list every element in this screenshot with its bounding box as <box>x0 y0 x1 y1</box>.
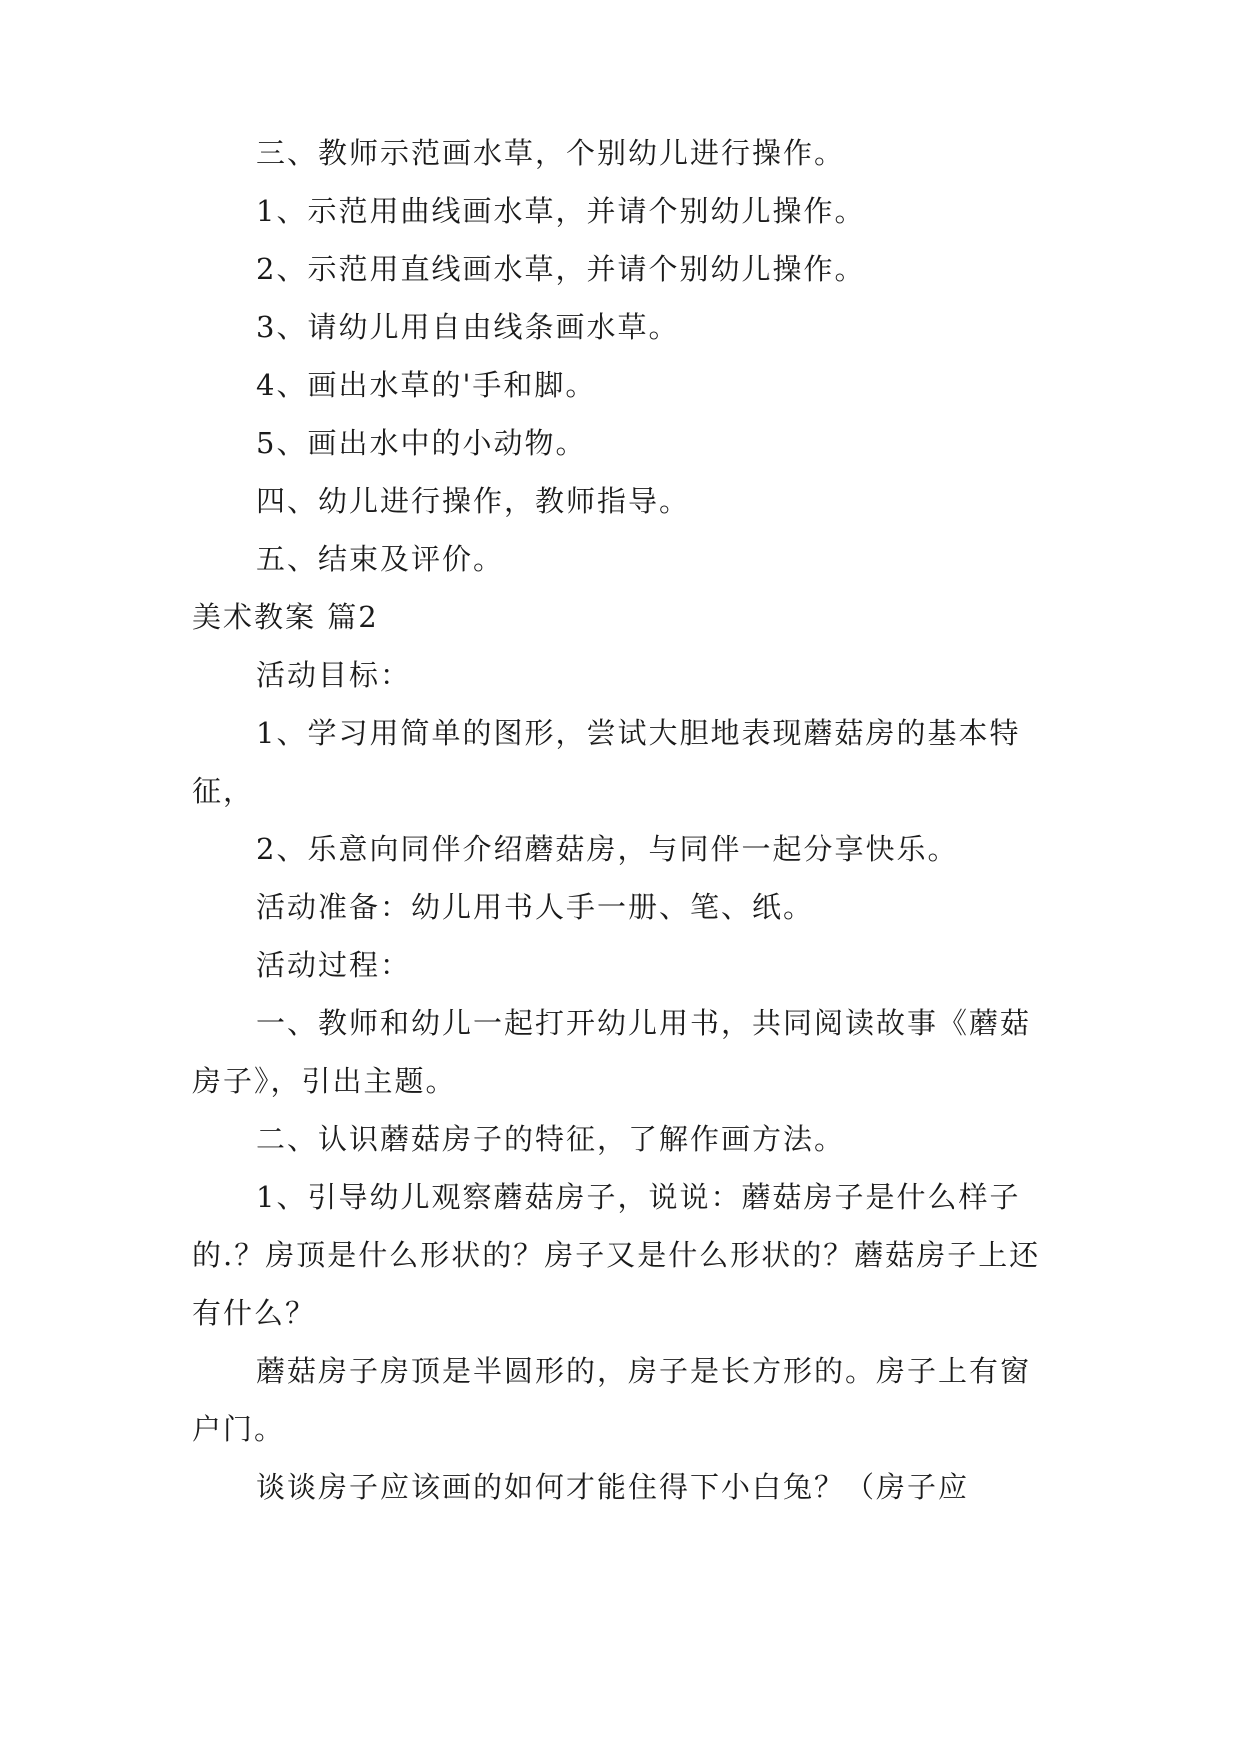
paragraph: 谈谈房子应该画的如何才能住得下小白兔？（房子应 <box>256 1470 970 1504</box>
paragraph: 5、画出水中的小动物。 <box>256 426 587 460</box>
paragraph: 二、认识蘑菇房子的特征，了解作画方法。 <box>256 1122 846 1156</box>
paragraph: 2、示范用直线画水草，并请个别幼儿操作。 <box>256 252 866 286</box>
paragraph: 活动目标： <box>256 658 412 692</box>
paragraph: 1、示范用曲线画水草，并请个别幼儿操作。 <box>256 194 866 228</box>
paragraph: 1、学习用简单的图形，尝试大胆地表现蘑菇房的基本特征， <box>192 716 1021 808</box>
paragraph: 活动过程： <box>256 948 412 982</box>
paragraph: 一、教师和幼儿一起打开幼儿用书，共同阅读故事《蘑菇房子》，引出主题。 <box>192 1006 1032 1098</box>
paragraph: 3、请幼儿用自由线条画水草。 <box>256 310 680 344</box>
paragraph: 五、结束及评价。 <box>256 542 505 576</box>
paragraph: 活动准备：幼儿用书人手一册、笔、纸。 <box>256 890 815 924</box>
paragraph: 2、乐意向同伴介绍蘑菇房，与同伴一起分享快乐。 <box>256 832 959 866</box>
document-body <box>192 124 1052 1516</box>
paragraph: 三、教师示范画水草，个别幼儿进行操作。 <box>256 136 846 170</box>
paragraph: 1、引导幼儿观察蘑菇房子，说说：蘑菇房子是什么样子的.？房顶是什么形状的？房子又是什么形状的？蘑菇房子上还有什么？ <box>192 1180 1041 1330</box>
paragraph: 蘑菇房子房顶是半圆形的，房子是长方形的。房子上有窗户门。 <box>192 1354 1032 1446</box>
section-heading: 美术教案 篇2 <box>192 600 379 634</box>
paragraph: 4、画出水草的'手和脚。 <box>256 368 597 402</box>
paragraph: 四、幼儿进行操作，教师指导。 <box>256 484 691 518</box>
